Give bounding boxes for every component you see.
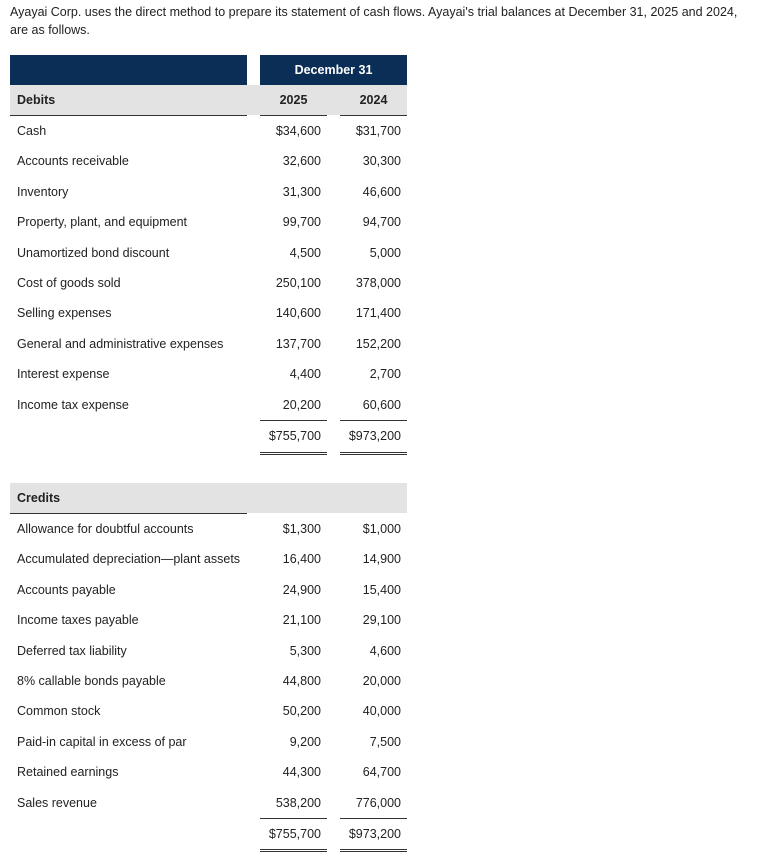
row-label: Selling expenses: [17, 306, 112, 321]
intro-text: Ayayai Corp. uses the direct method to prepare its statement of cash flows. Ayayai's trial balances at December 31, 2025 and 2024, are as follows.: [10, 5, 738, 37]
debits-label-rule: [10, 115, 247, 116]
credits-double-underline-2025: [260, 849, 327, 850]
row-label: Accounts receivable: [17, 154, 129, 169]
credits-double-underline-2025b: [260, 851, 327, 852]
value-2025: 44,800: [282, 674, 321, 688]
value-2025: 24,900: [282, 582, 321, 597]
header-band-left: [10, 55, 247, 85]
credits-double-underline-2024: [340, 849, 407, 850]
value-2024: 776,000: [355, 795, 401, 810]
row-label: Income taxes payable: [17, 613, 139, 628]
row-label: Allowance for doubtful accounts: [17, 522, 194, 536]
row-label: Interest expense: [17, 367, 110, 382]
credits-total-rule-2024: [340, 818, 407, 819]
value-2024: 40,000: [362, 704, 401, 719]
value-2025: 4,500: [289, 245, 321, 260]
value-2024: 46,600: [362, 184, 401, 199]
row-label: Income tax expense: [17, 397, 129, 412]
value-2024: 4,600: [369, 643, 401, 658]
row-label: Common stock: [17, 704, 101, 719]
value-2024: 171,400: [355, 306, 401, 321]
value-2024: 20,000: [362, 674, 401, 688]
debits-double-underline-2024: [340, 452, 407, 453]
value-2025: 250,100: [275, 276, 321, 290]
value-2024: 15,400: [362, 582, 401, 597]
value-2024: 14,900: [362, 552, 401, 567]
debits-double-underline-2025: [260, 452, 327, 453]
debits-total-2025: $755,700: [268, 429, 321, 443]
row-label: Deferred tax liability: [17, 643, 127, 658]
value-2025: 44,300: [282, 765, 321, 780]
row-label: Retained earnings: [17, 765, 119, 780]
value-2025: 50,200: [282, 704, 321, 719]
debits-total-rule-2025: [260, 420, 327, 421]
debits-title: Debits: [17, 93, 56, 107]
row-label: 8% callable bonds payable: [17, 674, 166, 688]
row-label: Sales revenue: [17, 795, 97, 810]
year-2025-header: 2025: [279, 93, 308, 107]
value-2025: 31,300: [282, 184, 321, 199]
debits-double-underline-2024b: [340, 454, 407, 455]
value-2025: $1,300: [282, 522, 321, 536]
row-label: General and administrative expenses: [17, 336, 224, 351]
value-2025: 16,400: [282, 552, 321, 567]
value-2024: 7,500: [369, 734, 401, 749]
debits-total-2024: $973,200: [348, 429, 401, 443]
credits-double-underline-2024b: [340, 851, 407, 852]
value-2024: $31,700: [355, 124, 401, 138]
value-2025: 137,700: [275, 336, 321, 351]
value-2024: 152,200: [355, 336, 401, 351]
value-2025: 21,100: [282, 613, 321, 628]
value-2025: 32,600: [282, 154, 321, 169]
row-label: Accounts payable: [17, 582, 116, 597]
value-2024: $1,000: [362, 522, 401, 536]
debits-2024-rule: [340, 115, 407, 116]
debits-2025-rule: [260, 115, 327, 116]
credits-title: Credits: [17, 491, 61, 505]
value-2025: 20,200: [282, 397, 321, 412]
row-label: Cost of goods sold: [17, 276, 121, 290]
value-2024: 64,700: [362, 765, 401, 780]
debits-total-rule-2024: [340, 420, 407, 421]
credits-header-band: [10, 483, 407, 513]
row-label: Accumulated depreciation—plant assets: [17, 552, 241, 567]
credits-total-rule-2025: [260, 818, 327, 819]
row-label: Property, plant, and equipment: [17, 215, 188, 230]
value-2024: 2,700: [369, 367, 401, 382]
value-2024: 30,300: [362, 154, 401, 169]
credits-total-2025: $755,700: [268, 827, 321, 841]
row-label: Unamortized bond discount: [17, 245, 170, 260]
credits-total-2024: $973,200: [348, 827, 401, 841]
row-label: Cash: [17, 124, 47, 138]
value-2024: 94,700: [362, 215, 401, 230]
value-2024: 29,100: [362, 613, 401, 628]
value-2025: 538,200: [275, 795, 321, 810]
value-2024: 60,600: [362, 397, 401, 412]
row-label: Paid-in capital in excess of par: [17, 734, 187, 749]
credits-label-rule: [10, 513, 247, 514]
value-2025: 140,600: [275, 306, 321, 321]
debits-double-underline-2025b: [260, 454, 327, 455]
year-2024-header: 2024: [359, 93, 388, 107]
value-2025: 4,400: [289, 367, 321, 382]
value-2025: 5,300: [289, 643, 321, 658]
value-2025: 9,200: [289, 734, 321, 749]
value-2025: 99,700: [282, 215, 321, 230]
row-label: Inventory: [17, 184, 69, 199]
value-2024: 5,000: [369, 245, 401, 260]
period-header: December 31: [294, 63, 373, 77]
value-2025: $34,600: [275, 124, 321, 138]
value-2024: 378,000: [355, 276, 401, 290]
